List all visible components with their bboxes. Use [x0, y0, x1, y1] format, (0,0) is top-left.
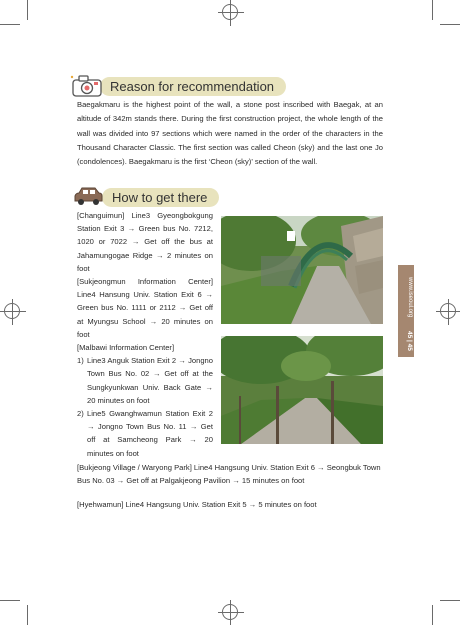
section-title-reason: Reason for recommendation — [100, 77, 286, 96]
crop-mark — [27, 0, 28, 20]
trail-photo — [221, 336, 383, 444]
hyehwamun-route: [Hyehwamun] Line4 Hangsung Univ. Station Exit 5 → 5 minutes on foot — [77, 500, 317, 509]
crop-mark — [432, 0, 433, 20]
crop-mark — [432, 605, 433, 625]
bukjeong-route: [Bukjeong Village / Waryong Park] Line4 Hangsung Univ. Station Exit 6 → Seongbuk Town Bus No. 03 → Get off at Palgakjeong Pavilion → 15 minutes on foot — [77, 463, 381, 486]
directions-column — [77, 209, 213, 460]
crop-mark — [440, 600, 460, 601]
list-item-number: 1) — [77, 356, 84, 366]
crop-mark — [0, 600, 20, 601]
registration-mark-top — [222, 4, 238, 20]
list-item — [77, 354, 213, 407]
section-header-directions — [72, 185, 219, 209]
malbawi-heading: [Malbawi Information Center] — [77, 343, 175, 353]
list-item-number: 2) — [77, 409, 84, 419]
reason-text: Baegakmaru is the highest point of the wall, a stone post inscribed with Baegak, at an altitude of 342m stands there. During the first construction project, the whole length of the wall was divided into 97 sections which were named in the order of the characters in the Thousand Character Classic. The first section was called Cheon (sky) and the last one Jo (condolences). Baegakmaru is the first ‘Cheon (sky)’ section of the wall. — [77, 100, 383, 167]
crop-mark — [27, 605, 28, 625]
registration-mark-right — [440, 303, 456, 319]
list-item-text: Line3 Anguk Station Exit 2 → Jongno Town Bus No. 02 → Get off at the Sungkyunkwan Univ. Back Gate → 20 minutes on foot — [87, 356, 213, 405]
fortress-gate-photo — [221, 216, 383, 324]
car-icon — [72, 185, 104, 209]
registration-mark-left — [4, 303, 20, 319]
sukjeongmun-route: [Sukjeongmun Information Center] Line4 Hansung Univ. Station Exit 6 → Green bus No. 1111 or 2112 → Get off at Myungsu School → 20 minutes on foot — [77, 277, 213, 339]
list-item — [77, 407, 213, 460]
reason-paragraph — [77, 98, 383, 169]
crop-mark — [440, 24, 460, 25]
camera-icon — [70, 73, 104, 99]
website-label: www.iseoul.org — [407, 276, 413, 318]
page-number: 45 | 45 — [406, 331, 413, 351]
section-title-directions: How to get there — [102, 188, 219, 207]
section-header-reason — [70, 73, 286, 99]
crop-mark — [0, 24, 20, 25]
list-item-text: Line5 Gwanghwamun Station Exit 2 → Jongno Town Bus No. 11 → Get off at Samcheong Park → 20 minutes on foot — [87, 409, 213, 458]
side-tab — [398, 265, 414, 357]
changuimun-route: [Changuimun] Line3 Gyeongbokgung Station Exit 3 → Green bus No. 7212, 1020 or 7022 → Get off the bus at Jahamungogae Ridge → 2 minutes on foot — [77, 211, 213, 273]
registration-mark-bottom — [222, 604, 238, 620]
